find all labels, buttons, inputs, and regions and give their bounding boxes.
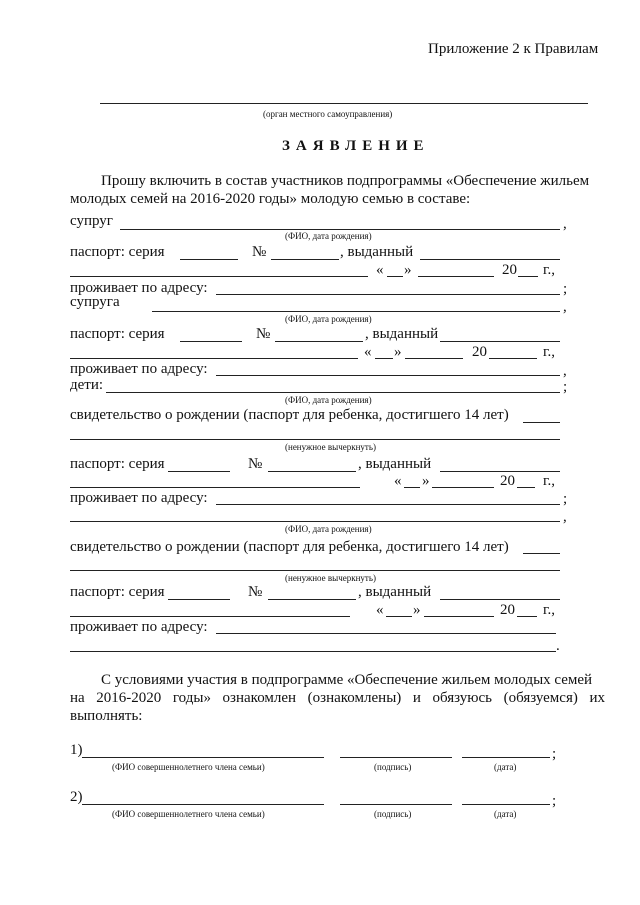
authority-line[interactable] — [100, 103, 588, 104]
comma: , — [563, 509, 567, 525]
passport-number-line[interactable] — [275, 341, 363, 342]
passport-series-line[interactable] — [168, 471, 230, 472]
strike-unneeded-caption: (ненужное вычеркнуть) — [285, 442, 376, 452]
comma: , — [563, 363, 567, 379]
signature-caption: (подпись) — [374, 809, 412, 819]
semicolon: ; — [563, 491, 568, 507]
passport-series-line[interactable] — [168, 599, 230, 600]
signature-1-fio-line[interactable] — [82, 757, 324, 758]
address-line-2[interactable] — [70, 651, 556, 652]
appendix-note: Приложение 2 к Правилам — [428, 41, 599, 57]
issue-month-line[interactable] — [432, 487, 494, 488]
issue-day-line[interactable] — [386, 616, 412, 617]
address-line[interactable] — [216, 633, 556, 634]
passport-series-label: паспорт: серия — [70, 244, 165, 260]
wife-fio-line[interactable] — [152, 311, 560, 312]
issued-by-line-2[interactable] — [70, 358, 358, 359]
year-prefix: 20 — [500, 602, 515, 618]
fio-birth-caption: (ФИО, дата рождения) — [285, 395, 372, 405]
address-label: проживает по адресу: — [70, 490, 208, 506]
passport-number-line[interactable] — [268, 471, 356, 472]
issue-year-line[interactable] — [517, 487, 535, 488]
issued-by-line[interactable] — [440, 599, 560, 600]
year-suffix: г., — [543, 344, 555, 360]
quote-open: « — [376, 602, 384, 618]
passport-number-line[interactable] — [271, 259, 339, 260]
issued-label: , выданный — [358, 584, 432, 600]
conditions-line-1: С условиями участия в подпрограмме «Обеспечение жильем молодых семей — [101, 672, 593, 688]
issue-month-line[interactable] — [418, 276, 494, 277]
husband-label: супруг — [70, 213, 113, 229]
semicolon: ; — [552, 746, 557, 762]
signature-number-2: 2) — [70, 789, 83, 805]
passport-series-label: паспорт: серия — [70, 584, 165, 600]
passport-series-label: паспорт: серия — [70, 326, 165, 342]
conditions-line-3: выполнять: — [70, 708, 143, 724]
issue-year-line[interactable] — [517, 616, 537, 617]
passport-series-line[interactable] — [180, 259, 238, 260]
issue-month-line[interactable] — [405, 358, 463, 359]
document-title: ЗАЯВЛЕНИЕ — [282, 138, 430, 154]
signature-2-fio-line[interactable] — [82, 804, 324, 805]
number-sign: № — [248, 456, 263, 472]
issued-by-line[interactable] — [440, 341, 560, 342]
fio-birth-caption: (ФИО, дата рождения) — [285, 314, 372, 324]
issue-day-line[interactable] — [387, 276, 403, 277]
authority-caption: (орган местного самоуправления) — [263, 109, 393, 119]
fio-birth-caption: (ФИО, дата рождения) — [285, 524, 372, 534]
year-suffix: г., — [543, 262, 555, 278]
date-caption: (дата) — [494, 762, 517, 772]
fio-adult-caption: (ФИО совершеннолетнего члена семьи) — [112, 809, 265, 819]
year-prefix: 20 — [472, 344, 487, 360]
comma: , — [563, 216, 567, 232]
address-label: проживает по адресу: — [70, 361, 208, 377]
quote-open: « — [394, 473, 402, 489]
intro-line-2: молодых семей на 2016-2020 годы» молодую семью в составе: — [70, 191, 471, 207]
address-line[interactable] — [216, 294, 560, 295]
issue-month-line[interactable] — [424, 616, 494, 617]
number-sign: № — [248, 584, 263, 600]
address-label: проживает по адресу: — [70, 280, 208, 296]
birth-certificate-line-2[interactable] — [70, 570, 560, 571]
child2-fio-line[interactable] — [70, 521, 560, 522]
year-suffix: г., — [543, 602, 555, 618]
number-sign: № — [256, 326, 271, 342]
address-label: проживает по адресу: — [70, 619, 208, 635]
issued-by-line-2[interactable] — [70, 616, 350, 617]
signature-1-date-line[interactable] — [462, 757, 550, 758]
quote-open: « — [376, 262, 384, 278]
quote-close: » — [394, 344, 402, 360]
birth-certificate-label: свидетельство о рождении (паспорт для ребенка, достигшего 14 лет) — [70, 407, 509, 423]
intro-line-1: Прошу включить в состав участников подпрограммы «Обеспечение жильем — [101, 173, 590, 189]
strike-unneeded-caption: (ненужное вычеркнуть) — [285, 573, 376, 583]
signature-2-date-line[interactable] — [462, 804, 550, 805]
semicolon: ; — [563, 281, 568, 297]
wife-label: супруга — [70, 294, 120, 310]
issued-label: , выданный — [358, 456, 432, 472]
semicolon: ; — [552, 793, 557, 809]
number-sign: № — [252, 244, 267, 260]
year-prefix: 20 — [502, 262, 517, 278]
comma: , — [563, 299, 567, 315]
birth-certificate-line[interactable] — [523, 422, 560, 423]
quote-close: » — [404, 262, 412, 278]
year-suffix: г., — [543, 473, 555, 489]
conditions-line-2: на 2016-2020 годы» ознакомлен (ознакомлены) и обязуюсь (обязуемся) их — [70, 690, 605, 706]
fio-adult-caption: (ФИО совершеннолетнего члена семьи) — [112, 762, 265, 772]
issue-year-line[interactable] — [489, 358, 537, 359]
quote-open: « — [364, 344, 372, 360]
fio-birth-caption: (ФИО, дата рождения) — [285, 231, 372, 241]
year-prefix: 20 — [500, 473, 515, 489]
children-label: дети: — [70, 377, 104, 393]
semicolon: ; — [563, 379, 568, 395]
date-caption: (дата) — [494, 809, 517, 819]
signature-number-1: 1) — [70, 742, 83, 758]
issued-label: , выданный — [365, 326, 439, 342]
passport-series-line[interactable] — [180, 341, 242, 342]
passport-series-label: паспорт: серия — [70, 456, 165, 472]
signature-1-sign-line[interactable] — [340, 757, 452, 758]
birth-certificate-line[interactable] — [523, 553, 560, 554]
issued-by-line-2[interactable] — [70, 487, 360, 488]
period: . — [556, 638, 560, 654]
issued-by-line[interactable] — [420, 259, 560, 260]
passport-number-line[interactable] — [268, 599, 356, 600]
issue-year-line[interactable] — [518, 276, 538, 277]
child1-fio-line[interactable] — [106, 392, 560, 393]
quote-close: » — [422, 473, 430, 489]
issue-day-line[interactable] — [404, 487, 420, 488]
signature-caption: (подпись) — [374, 762, 412, 772]
quote-close: » — [413, 602, 421, 618]
birth-certificate-line-2[interactable] — [70, 439, 560, 440]
signature-2-sign-line[interactable] — [340, 804, 452, 805]
birth-certificate-label: свидетельство о рождении (паспорт для ребенка, достигшего 14 лет) — [70, 539, 509, 555]
issue-day-line[interactable] — [375, 358, 393, 359]
issued-by-line-2[interactable] — [70, 276, 368, 277]
address-line[interactable] — [216, 504, 560, 505]
issued-label: , выданный — [340, 244, 414, 260]
address-line[interactable] — [216, 375, 560, 376]
husband-fio-line[interactable] — [120, 229, 560, 230]
